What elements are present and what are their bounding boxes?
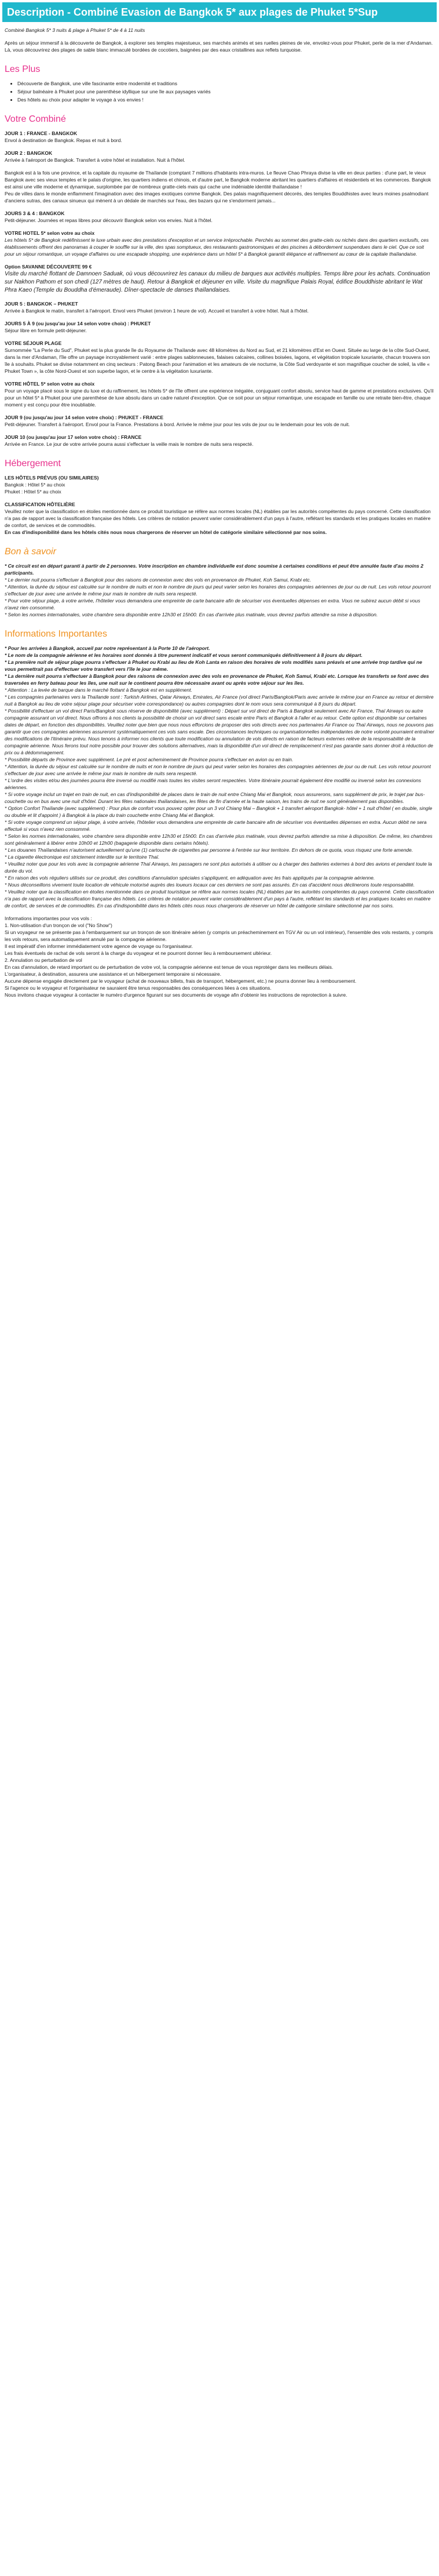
info-item: * Attention, la durée du séjour est calculée sur le nombre de nuits et non le nombre de jours qui peut varier selon les horaires des compagnies aériennes de jour ou de nuit. Les vols retour pourront s'effectuer de jour avec une arrivée le même jour mais le nombre de nuits sera respecté. <box>5 764 431 776</box>
sejour-block <box>5 340 434 375</box>
day-block <box>5 300 434 314</box>
bon-title: Bon à savoir <box>5 547 56 557</box>
bon-item: * Attention, la durée du séjour est calculée sur le nombre de nuits et non le nombre de jours qui peut varier selon les horaires des compagnies aériennes de jour ou de nuit. Les vols retour pourront s'effectuer de jour avec une arrivée le même jour mais le nombre de nuits sera respecté. <box>5 584 431 597</box>
plus-list <box>5 80 434 103</box>
bangkok-desc-text-2: Peu de villes dans le monde enflamment l'imagination avec des images exotiques comme Bangkok. Des palais magnifiquement décorés, des temples Bouddhistes avec leurs moines psalmodiant d'anciens sutras, des canaux sinueux qui mènent à un dédale de marchés sur l'eau, des bazars qui ne s'endorment jamais... <box>5 191 429 204</box>
info-item: * Possibilité d'effectuer un vol direct Paris/Bangkok sous réserve de disponibilité (avec supplément) : Départ sur vol direct de Paris à Bangkok seulement avec Air France, Thaï Airways ou autre compagnie assurant un vol direct. Nous offrons à nos clients la possibilité de choisir un vol direct sans escale entre Paris et Bangkok à l'aller et au retour. Cette option est disponible sur certaines dates de départ, en fonction des disponibilités. Veuillez noter que bien que nous nous efforcions de proposer des vols directs avec nos partenaires Air France ou Thaï Airways, nous ne pouvons pas garantir que ces compagnies aériennes assureront systématiquement ces vols sans escale. Des circonstances techniques ou organisationnelles indépendantes de notre volonté pourraient entraîner des modifications de l'itinéraire prévu. Nous tenons à informer nos clients que toute modification ou annulation de vols directs en raison de facteurs externes relève de la responsabilité de la compagnie aérienne. Nous ferons tout notre possible pour trouver des solutions alternatives, mais la disponibilité d'un vol direct de remplacement n'est pas garantie sans donner droit à réduction de prix ou à dédommagement. <box>5 708 434 755</box>
infos2-line: Si un voyageur ne se présente pas à l'embarquement sur un tronçon de son itinéraire aérien (y compris un préacheminement en TGV Air ou un vol intérieur), l'ensemble des vols restants, y compris les vols retours, sera automatiquement annulé par la compagnie aérienne. <box>5 929 433 942</box>
infos2-line: 1. Non-utilisation d'un tronçon de vol ("No Show") <box>5 922 112 928</box>
list-item: • Découverte de Bangkok, une ville fascinante entre modernité et traditions <box>17 80 434 87</box>
day-title: JOURS 3 & 4 : BANGKOK <box>5 210 65 216</box>
day-text: Arrivée à Bangkok le matin, transfert à l'aéroport. Envol vers Phuket (environ 1 heure de vol). Accueil et transfert à votre hôtel. Nuit à l'hôtel. <box>5 308 309 314</box>
page-header <box>2 2 437 22</box>
info-item: * Si votre voyage comprend un séjour plage, à votre arrivée, l'hôtelier vous demandera une empreinte de carte bancaire afin de sécuriser vos éventuelles dépenses en extra. Aucun débit ne sera effectué si vous n'avez rien consommé. <box>5 819 427 832</box>
infos2-line: Les frais éventuels de rachat de vols seront à la charge du voyageur et ne pourront donner lieu à remboursement ultérieur. <box>5 950 272 956</box>
sejour-text: Surnommée "La Perle du Sud", Phuket est la plus grande île du Royaume de Thaïlande avec 48 kilomètres du Nord au Sud, et 21 kilomètres d'Est en Ouest. Située au large de la côte Sud-Ouest, dans la mer d'Andaman, l'île offre un paysage incroyablement varié : entre plages sablonneuses, falaises calcaires, collines boisées, lagons, et végétation tropicale luxuriante, chacun trouvera son île à souhaits. Phuket se divise notamment en cinq secteurs : Patong Beach pour l'animation et les amateurs de vie nocturne, la Côte Sud verdoyante et son magnifique coucher de soleil, la ville « Phuket Town », la côte Nord-Ouest et son superbe lagon, et le centre à la végétation luxuriante. <box>5 347 430 374</box>
infos2-title: Informations importantes pour vos vols : <box>5 915 92 921</box>
day-title: JOUR 2 : BANGKOK <box>5 150 53 156</box>
bon-block <box>5 562 434 618</box>
info-item: * Attention : La levée de barque dans le marché flottant à Bangkok est en supplément. <box>5 687 192 693</box>
info-item: * La dernière nuit pourra s'effectuer à Bangkok pour des raisons de connexion avec des vols en provenance de Phuket, Koh Samui, Krabi etc. Lorsque les transferts se font avec des traversées en ferry bateau pour les îles, une nuit sur le continent pourra être nécessaire avant ou après votre séjour sur les îles. <box>5 673 429 686</box>
list-item: • Séjour balnéaire à Phuket pour une parenthèse idyllique sur une île aux paysages variés <box>17 88 434 95</box>
info-item: * Veuillez noter que pour les vols avec la compagnie aérienne Thaï Airways, les passagers ne sont plus autorisés à utiliser ou à charger des batteries externes à bord des avions et pendant toute la durée du vol. <box>5 861 432 874</box>
day-title: JOUR 1 : FRANCE - BANGKOK <box>5 130 78 136</box>
bon-item: * Le dernier nuit pourra s'effectuer à Bangkok pour des raisons de connexion avec des vols en provenance de Phuket, Koh Samui, Krabi etc. <box>5 577 311 583</box>
hotel-text: Les hôtels 5* de Bangkok redéfinissent le luxe urbain avec des prestations d'exception et un service irréprochable. Perchés au sommet des gratte-ciels ou nichés dans des quartiers exclusifs, ces établissements offrent des panoramas à couper le souffle sur la ville, des spas somptueux, des restaurants gastronomiques et des piscines à débordement suspendues dans le ciel. Que ce soit pour un séjour romantique, un voyage d'affaires ou une escapade shopping, une expérience dans un hôtel 5* à Bangkok garantit élégance et raffinement au cœur de la capitale thaïlandaise. <box>5 237 429 257</box>
intro-subtitle: Combiné Bangkok 5* 3 nuits & plage à Phuket 5* de 4 à 11 nuits <box>5 27 145 33</box>
bon-item: * Selon les normes internationales, votre chambre sera disponible entre 12h30 et 15h00. En cas d'arrivée plus matinale, vous devrez parfois attendre sa mise à disposition. <box>5 612 378 617</box>
option-block <box>5 263 434 295</box>
day-text: Arrivée à l'aéroport de Bangkok. Transfert à votre hôtel et installation. Nuit à l'hôtel. <box>5 157 185 163</box>
day-block <box>5 210 434 224</box>
bangkok-description <box>5 169 434 204</box>
hotel-block <box>5 230 434 257</box>
hotel-block <box>5 380 434 408</box>
day-text: Arrivée en France. Le jour de votre arrivée pourra aussi s'effectuer la veille mais le nombre de nuits sera respecté. <box>5 441 254 447</box>
day-text: Petit-déjeuner. Journées et repas libres pour découvrir Bangkok selon vos envies. Nuit à l'hôtel. <box>5 217 213 223</box>
bangkok-desc-text: Bangkok est à la fois une province, et la capitale du royaume de Thaïlande (comptant 7 millions d'habitants intra-muros. Le fleuve Chao Phraya divise la ville en deux parties : d'une part, le vieux Bangkok avec ses vieux temples et le palais d'origine, les quartiers indiens et chinois, et d'autre part, le Bangkok moderne abritant les quartiers d'affaires et résidentiels et les commerces. Bangkok est ainsi une ville moderne et dynamique, surplombée par de nombreux gratte-ciels mais qui cache une indéniable identité thaïlandaise ! <box>5 170 431 190</box>
day-block <box>5 320 434 334</box>
hotel-title: VOTRE HOTEL 5* selon votre au choix <box>5 230 95 236</box>
info-item: * Possibilité départs de Province avec supplément. Le pré et post acheminement de Province pourra s'effectuer en avion ou en train. <box>5 757 294 762</box>
infos2-block <box>5 915 434 998</box>
hotel-line: Bangkok : Hôtel 5* au choix <box>5 482 65 488</box>
info-item: * Nous déconseillons vivement toute location de véhicule motorisé auprès des loueurs locaux car ces derniers ne sont pas assurés. En cas d'accident nous déclinerons toute responsabilité. <box>5 882 415 888</box>
day-text: Séjour libre en formule petit-déjeuner. <box>5 328 87 333</box>
infos2-line: Aucune dépense engagée directement par le voyageur (achat de nouveaux billets, frais de transport, hébergement, etc.) ne pourra donner lieu à remboursement. <box>5 978 357 984</box>
day-text: Envol à destination de Bangkok. Repas et nuit à bord. <box>5 137 122 143</box>
content <box>0 27 439 998</box>
hotels-block <box>5 474 434 495</box>
option-text: Visite du marché flottant de Damnoen Saduak, où vous découvrirez les canaux du milieu de barques aux activités multiples. Temps libre pour les achats. Continuation sur Nakhon Pathom et son chedi (127 mètres de haut). Retour à Bangkok et déjeuner en ville. Visite du magnifique Palais Royal, édifice Bouddhiste abritant le Wat Phra Kaeo (Temple du Bouddha d'émeraude). Dîner-spectacle de danses thaïlandaises. <box>5 271 430 293</box>
infos2-line: 2. Annulation ou perturbation de vol <box>5 957 82 963</box>
bon-lead: * Ce circuit est en départ garanti à partir de 2 personnes. Votre inscription en chambre individuelle est donc soumise à certaines conditions et peut être annulée faute d'au moins 2 participants. <box>5 563 423 576</box>
day-title: JOUR 5 : BANGKOK – PHUKET <box>5 301 78 307</box>
hotel-line: Phuket : Hôtel 5* au choix <box>5 489 61 495</box>
hotel-text: Pour un voyage placé sous le signe du luxe et du raffinement, les hôtels 5* de l'île offrent une expérience inégalée, conjuguant confort absolu, service haut de gamme et prestations exclusives. Qu'il pour un hôtel 5* à Phuket pour une parenthèse de luxe absolu dans un cadre naturel d'exception. Que ce soit pour un séjour romantique, une escapade en famille ou une retraite bien-être, chaque moment y est conçu pour être inoubliable. <box>5 388 434 408</box>
day-block <box>5 130 434 144</box>
info-item: * Si votre voyage inclut un trajet en train de nuit, en cas d'indisponibilité de places dans le train de nuit entre Chiang Mai et Bangkok, nous assurerons, sans supplément de prix, le trajet par bus-couchette ou en bus avec une nuit d'hôtel. Durant les fêtes nationales thaïlandaises, les fêtes de fin d'année et la haute saison, les trains de nuit ne sont généralement pas disponibles. <box>5 791 425 804</box>
hotels-subtitle: LES HÔTELS PRÉVUS (OU SIMILAIRES) <box>5 475 99 481</box>
info-item: * Pour les arrivées à Bangkok, accueil par notre représentant à la Porte 10 de l'aéroport. <box>5 645 210 651</box>
combine-title: Votre Combiné <box>5 114 66 124</box>
infos2-line: Nous invitons chaque voyageur à contacter le numéro d'urgence figurant sur ses documents de voyage afin d'obtenir les instructions de reprotection à suivre. <box>5 992 347 998</box>
day-title: JOUR 9 (ou jusqu'au jour 14 selon votre choix) : PHUKET - FRANCE <box>5 415 164 420</box>
info-item: * Option Confort Thaïlande (avec supplément) : Pour plus de confort vous pouvez opter pour un 3 vol Chiang Mai – Bangkok + 1 transfert aéroport Bangkok- hôtel + 1 nuit d'hôtel ( en double, single ou double et lit d'appoint ) à Bangkok à la place du train couchette entre Chiang Mai et Bangkok. <box>5 805 433 818</box>
info-item: * La cigarette électronique est strictement interdite sur le territoire Thaï. <box>5 854 160 860</box>
info-item: * Selon les normes internationales, votre chambre sera disponible entre 12h30 et 15h00. En cas d'arrivée plus matinale, vous devrez parfois attendre sa mise à disposition. De même, les chambres sont généralement à libérer entre 10h00 et 12h00 (bagagerie disponible dans certains hôtels). <box>5 833 433 846</box>
classification-block <box>5 501 434 536</box>
day-block <box>5 434 434 448</box>
infos-block <box>5 645 434 909</box>
infos2-line: Si l'agence ou le voyageur et l'organisateur ne sauraient être tenus responsables des conséquences liées à ces situations. <box>5 985 272 991</box>
bon-item: * Pour votre séjour plage, à votre arrivée, l'hôtelier vous demandera une empreinte de carte bancaire afin de sécuriser vos éventuelles dépenses en extra. Vous ne subirez aucun débit si vous n'avez rien consommé. <box>5 598 420 611</box>
classification-text: Veuillez noter que la classification en étoiles mentionnée dans ce produit touristique se réfère aux normes locales (NL) établies par les autorités compétentes du pays concerné. Cette classification n'a pas de rapport avec la classification française des hôtels. Les critères de notation peuvent varier considérablement d'un pays à l'autre, reflétant les standards et les pratiques locales en matière de confort, de services et de commodités. <box>5 508 431 528</box>
classification-bold: En cas d'indisponibilité dans les hôtels cités nous nous chargerons de réserver un hôtel de catégorie similaire sélectionné par nos soins. <box>5 529 327 535</box>
day-title: JOUR 10 (ou jusqu'au jour 17 selon votre choix) : FRANCE <box>5 434 142 440</box>
option-title: Option SAVANNE DÉCOUVERTE 99 € <box>5 264 92 270</box>
info-item: * Veuillez noter que la classification en étoiles mentionnée dans ce produit touristique se réfère aux normes locales (NL) établies par les autorités compétentes du pays concerné. Cette classification n'a pas de rapport avec la classification française des hôtels. Les critères de notation peuvent varier considérablement d'un pays à l'autre, reflétant les standards et les pratiques locales en matière de confort, de services et de commodités. En cas d'indisponibilité dans les hôtels cités nous nous chargerons de réserver un hôtel de catégorie similaire sélectionné par nos soins. <box>5 889 434 909</box>
info-item: * En raison des vols réguliers utilisés sur ce produit, des conditions d'annulation spéciales s'appliquent, en adéquation avec les frais appliqués par la compagnie aérienne. <box>5 875 375 881</box>
classification-title: CLASSIFICATION HÔTELIÈRE <box>5 502 75 507</box>
day-block <box>5 414 434 428</box>
infos-title: Informations Importantes <box>5 629 107 639</box>
info-item: * L'ordre des visites et/ou des journées pourra être inversé ou modifié mais toutes les visites seront respectées. Votre itinéraire pourrait également être modifié ou inversé selon les connexions aériennes. <box>5 777 421 790</box>
info-item: * Les douanes Thaïlandaises n'autorisent actuellement qu'une (1) cartouche de cigarettes par personne à l'entrée sur leur territoire. En dehors de ce quota, vous risquez une forte amende. <box>5 847 414 853</box>
plus-title: Les Plus <box>5 64 41 74</box>
infos2-line: L'organisateur, à destination, assurera une assistance et un hébergement temporaire si nécessaire. <box>5 971 221 977</box>
intro-paragraph: Après un séjour immersif à la découverte de Bangkok, à explorer ses temples majestueux, ses marchés animés et ses ruelles pleines de vie, envolez-vous pour Phuket, perle de la mer d'Andaman. Là, vous découvrirez des plages de sable blanc immaculé bordées de cocotiers, baignées par des eaux cristallines aux reflets turquoise. <box>5 40 433 53</box>
day-block <box>5 150 434 164</box>
infos2-line: Il est impératif d'en informer immédiatement votre agence de voyage ou l'organisateur. <box>5 943 193 949</box>
hotel-title: VOTRE HÔTEL 5* selon votre au choix <box>5 381 95 387</box>
day-text: Petit-déjeuner. Transfert à l'aéroport. Envol pour la France. Prestations à bord. Arrivée le même jour pour les vols de jour ou le lendemain pour les vols de nuit. <box>5 422 350 427</box>
info-item: * Le nom de la compagnie aérienne et les horaires sont donnés à titre purement indicatif et vous seront communiqués définitivement à 8 jours du départ. <box>5 652 363 658</box>
infos2-line: En cas d'annulation, de retard important ou de perturbation de votre vol, la compagnie aérienne est tenue de vous reprotéger dans les meilleurs délais. <box>5 964 334 970</box>
sejour-title: VOTRE SÉJOUR PLAGE <box>5 340 62 346</box>
list-item: • Des hôtels au choix pour adapter le voyage à vos envies ! <box>17 96 434 103</box>
hebergement-title: Hébergement <box>5 459 61 468</box>
info-item: * Les compagnies partenaires vers la Thaïlande sont : Turkish Airlines, Qatar Airways, Emirates, Air France (vol direct Paris/Bangkok/Paris avec arrivée le même jour en France au retour et dernière nuit à Bangkok au lieu de votre séjour plage pour sécuriser votre correspondance) ou autres compagnies dont le nom vous sera communiqué à 8 jours du départ. <box>5 694 434 707</box>
day-title: JOURS 5 À 9 (ou jusqu'au jour 14 selon votre choix) : PHUKET <box>5 321 151 326</box>
page-title: Description - Combiné Evasion de Bangkok 5* aux plages de Phuket 5*Sup <box>7 6 378 18</box>
info-item: * La première nuit de séjour plage pourra s'effectuer à Phuket ou Krabi au lieu de Koh Lanta en raison des horaires de vols modifiés sans préavis et une arrivée trop tardive qui ne vous permettrait pas d'effectuer votre transfert vers l'île le jour même. <box>5 659 422 672</box>
